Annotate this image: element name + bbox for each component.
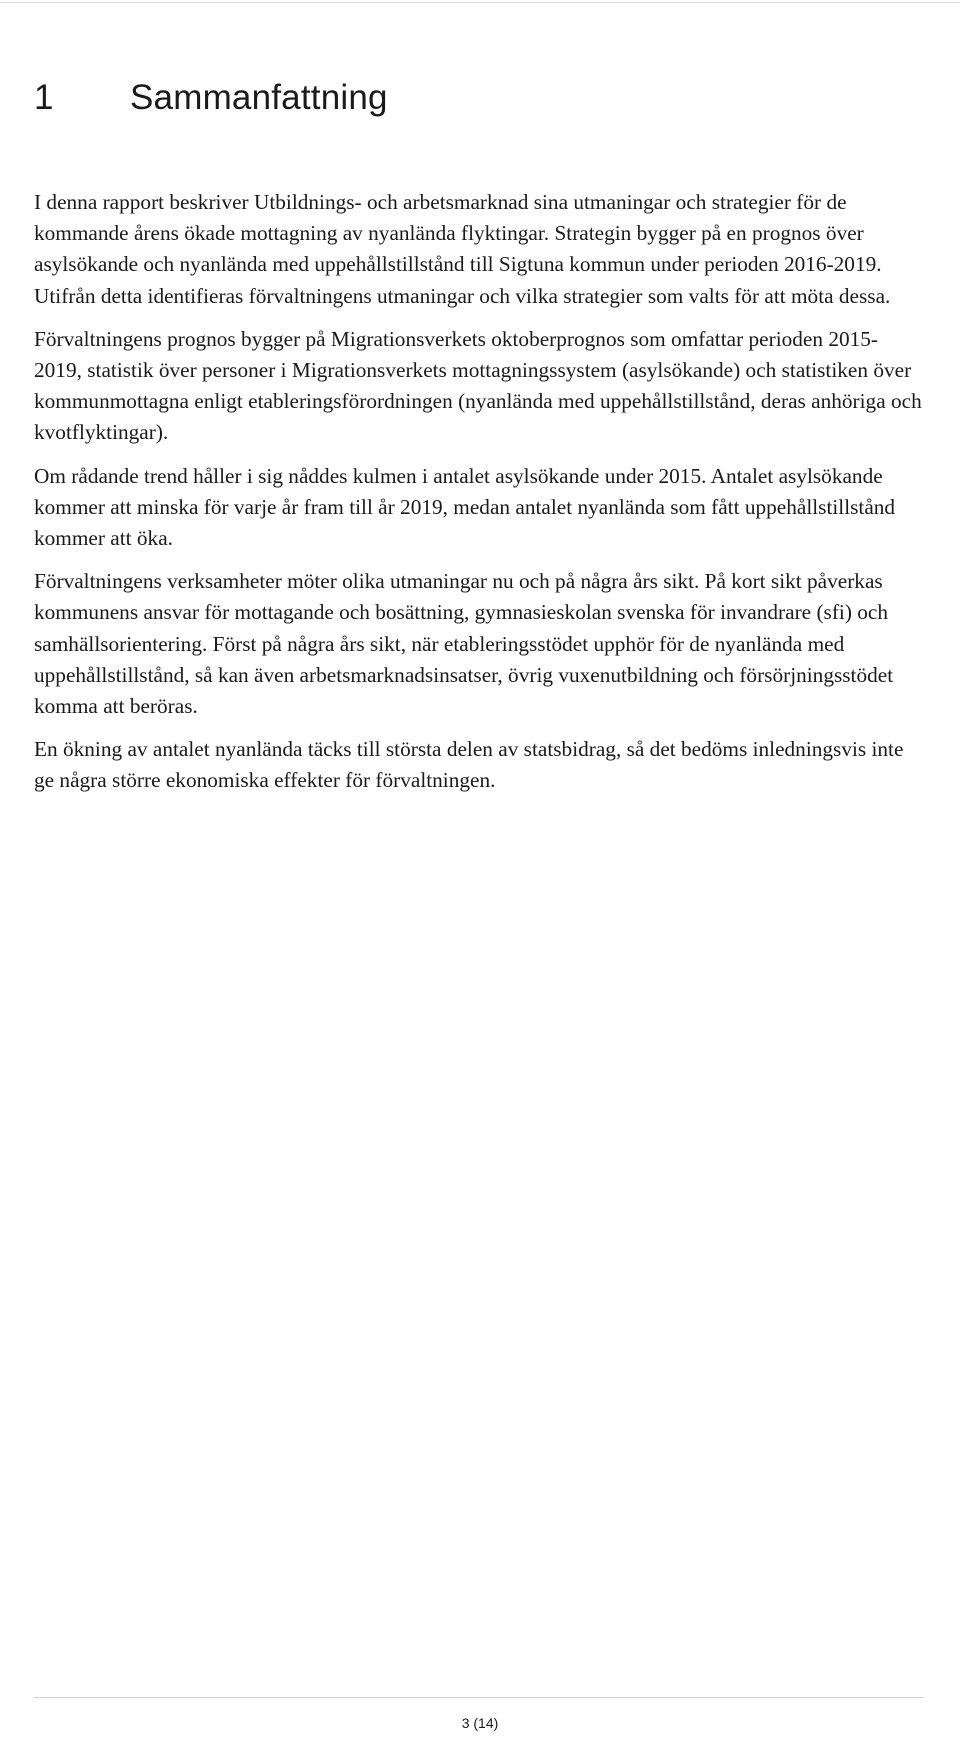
footer-divider <box>34 1697 924 1698</box>
summary-body <box>34 187 924 809</box>
paragraph-challenges: Förvaltningens verksamheter möter olika utmaningar nu och på några års sikt. På kort sikt påverkas kommunens ansvar för mottagande och bosättning, gymnasieskolan svenska för invandrare (sfi) och samhällsorientering. Först på några års sikt, när etableringsstödet upphör för de nyanlända med uppehållstillstånd, så kan även arbetsmarknadsinsatser, övrig vuxenutbildning och försörjningsstödet komma att beröras. <box>34 569 894 719</box>
section-title: Sammanfattning <box>130 78 388 117</box>
section-number: 1 <box>34 78 54 117</box>
page-number: 3 (14) <box>461 1715 499 1731</box>
paragraph-trend: Om rådande trend håller i sig nåddes kulmen i antalet asylsökande under 2015. Antalet asylsökande kommer att minska för varje år fram till år 2019, medan antalet nyanlända som fått uppehållstillstånd kommer att öka. <box>34 463 896 551</box>
page-top-border <box>0 2 960 3</box>
paragraph-prognosis-basis: Förvaltningens prognos bygger på Migrationsverkets oktoberprognos som omfattar perioden 2015-2019, statistik över personer i Migrationsverkets mottagningssystem (asylsökande) och statistiken över kommunmottagna enligt etableringsförordningen (nyanlända med uppehållstillstånd, deras anhöriga och kvotflyktingar). <box>34 326 922 445</box>
paragraph-intro: I denna rapport beskriver Utbildnings- och arbetsmarknad sina utmaningar och strategier för de kommande årens ökade mottagning av nyanlända flyktingar. Strategin bygger på en prognos över asylsökande och nyanlända med uppehållstillstånd till Sigtuna kommun under perioden 2016-2019. Utifrån detta identifieras förvaltningens utmaningar och vilka strategier som valts för att möta dessa. <box>34 190 891 308</box>
section-heading <box>34 76 388 120</box>
paragraph-financing: En ökning av antalet nyanlända täcks till största delen av statsbidrag, så det bedöms inledningsvis inte ge några större ekonomiska effekter för förvaltningen. <box>34 737 904 793</box>
